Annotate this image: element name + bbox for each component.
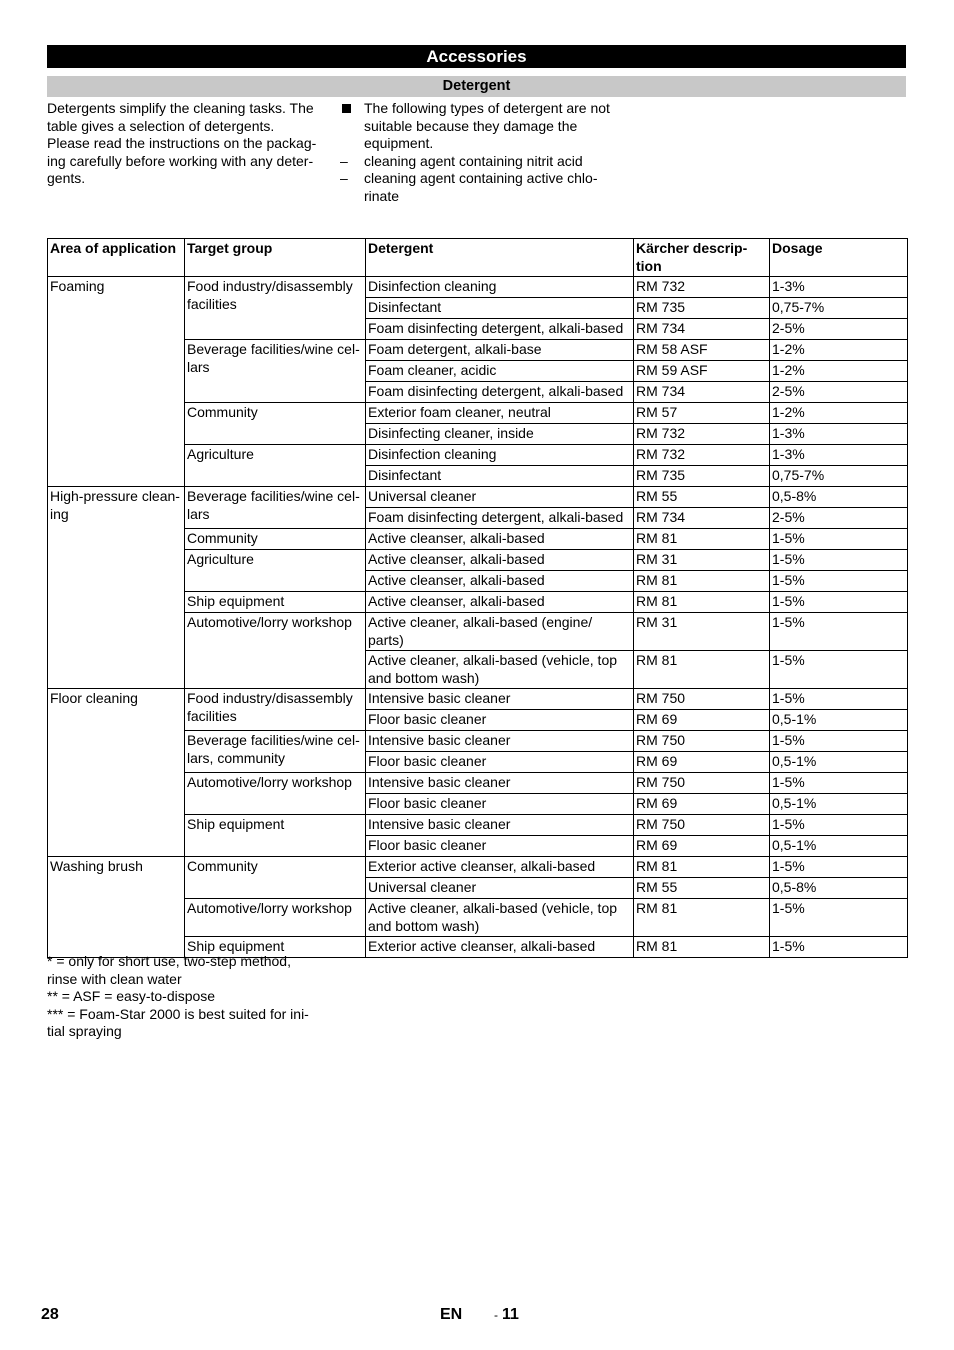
dosage-cell: 2-5%: [770, 382, 908, 403]
dosage-cell: 1-5%: [770, 731, 908, 752]
detergent-table: [47, 238, 908, 958]
dosage-cell: 1-3%: [770, 424, 908, 445]
notice-line: cleaning agent containing nitrit acid: [364, 152, 583, 169]
dosage-cell: 1-5%: [770, 815, 908, 836]
dosage-cell: 1-3%: [770, 445, 908, 466]
subsection-title: Detergent: [47, 76, 906, 97]
detergent-cell: Active cleaner, alkali-based (engine/ parts): [366, 613, 634, 651]
karcher-cell: RM 81: [634, 857, 770, 878]
intro-paragraph: [47, 100, 327, 188]
intro-line: Detergents simplify the cleaning tasks. The: [47, 100, 314, 116]
dosage-cell: 1-2%: [770, 361, 908, 382]
target-group-cell: Ship equipment: [185, 815, 366, 857]
karcher-cell: RM 81: [634, 651, 770, 689]
target-group-cell: Beverage facilities/wine cel- lars, community: [185, 731, 366, 773]
karcher-cell: RM 69: [634, 752, 770, 773]
target-group-cell: Food industry/disassembly facilities: [185, 277, 366, 340]
karcher-cell: RM 58 ASF: [634, 340, 770, 361]
karcher-cell: RM 734: [634, 319, 770, 340]
intro-line: table gives a selection of detergents.: [47, 117, 275, 134]
target-group-cell: Beverage facilities/wine cel- lars: [185, 340, 366, 403]
karcher-cell: RM 69: [634, 794, 770, 815]
notice-line: equipment.: [364, 135, 434, 151]
dosage-cell: 1-5%: [770, 550, 908, 571]
dosage-cell: 0,5-8%: [770, 878, 908, 899]
detergent-cell: Active cleaner, alkali-based (vehicle, top and bottom wash): [366, 651, 634, 689]
karcher-cell: RM 31: [634, 550, 770, 571]
dosage-cell: 1-5%: [770, 689, 908, 710]
square-bullet-icon: [342, 104, 351, 113]
karcher-cell: RM 750: [634, 815, 770, 836]
intro-line: Please read the instructions on the packag-: [47, 135, 317, 151]
karcher-cell: RM 81: [634, 529, 770, 550]
karcher-cell: RM 732: [634, 424, 770, 445]
karcher-cell: RM 59 ASF: [634, 361, 770, 382]
karcher-cell: RM 735: [634, 298, 770, 319]
dosage-cell: 0,75-7%: [770, 466, 908, 487]
dosage-cell: 1-5%: [770, 571, 908, 592]
dash-bullet: –: [340, 170, 348, 186]
target-group-cell: Community: [185, 403, 366, 445]
header-dosage: Dosage: [770, 239, 908, 277]
detergent-cell: Foam disinfecting detergent, alkali-based: [366, 508, 634, 529]
karcher-cell: RM 55: [634, 487, 770, 508]
detergent-cell: Intensive basic cleaner: [366, 731, 634, 752]
header-detergent: Detergent: [366, 239, 634, 277]
detergent-cell: Floor basic cleaner: [366, 752, 634, 773]
notice-line: The following types of detergent are not: [364, 100, 610, 116]
dosage-cell: 1-5%: [770, 613, 908, 651]
dosage-cell: 1-2%: [770, 403, 908, 424]
table-row: [48, 857, 908, 878]
detergent-cell: Exterior active cleanser, alkali-based: [366, 937, 634, 958]
detergent-cell: Floor basic cleaner: [366, 710, 634, 731]
karcher-cell: RM 69: [634, 836, 770, 857]
dosage-cell: 0,5-1%: [770, 794, 908, 815]
footnotes: [47, 953, 347, 1041]
dosage-cell: 1-5%: [770, 592, 908, 613]
notice-bullet: [340, 100, 630, 153]
detergent-cell: Universal cleaner: [366, 487, 634, 508]
notice-dash-item: [340, 170, 630, 205]
karcher-cell: RM 750: [634, 689, 770, 710]
header-area: Area of application: [48, 239, 185, 277]
karcher-cell: RM 732: [634, 445, 770, 466]
detergent-cell: Intensive basic cleaner: [366, 689, 634, 710]
detergent-cell: Active cleanser, alkali-based: [366, 550, 634, 571]
karcher-cell: RM 732: [634, 277, 770, 298]
notice-line: rinate: [364, 187, 400, 204]
table-header-row: [48, 239, 908, 277]
detergent-cell: Floor basic cleaner: [366, 836, 634, 857]
detergent-cell: Intensive basic cleaner: [366, 815, 634, 836]
dosage-cell: 1-5%: [770, 857, 908, 878]
target-group-cell: Food industry/disassembly facilities: [185, 689, 366, 731]
karcher-cell: RM 57: [634, 403, 770, 424]
table-row: [48, 689, 908, 710]
karcher-cell: RM 81: [634, 937, 770, 958]
header-karcher: Kärcher descrip- tion: [634, 239, 770, 277]
karcher-cell: RM 31: [634, 613, 770, 651]
target-group-cell: Agriculture: [185, 550, 366, 592]
detergent-cell: Foam disinfecting detergent, alkali-based: [366, 382, 634, 403]
dosage-cell: 1-3%: [770, 277, 908, 298]
dosage-cell: 2-5%: [770, 319, 908, 340]
intro-line: gents.: [47, 170, 86, 186]
detergent-cell: Disinfectant: [366, 466, 634, 487]
unsuitable-detergent-notice: [340, 100, 630, 205]
notice-dash-item: [340, 153, 630, 171]
target-group-cell: Automotive/lorry workshop: [185, 613, 366, 689]
karcher-cell: RM 734: [634, 382, 770, 403]
detergent-cell: Disinfectant: [366, 298, 634, 319]
notice-line: suitable because they damage the: [364, 117, 578, 134]
dosage-cell: 0,5-1%: [770, 836, 908, 857]
dosage-cell: 1-5%: [770, 529, 908, 550]
karcher-cell: RM 81: [634, 592, 770, 613]
detergent-cell: Active cleanser, alkali-based: [366, 592, 634, 613]
detergent-cell: Exterior active cleanser, alkali-based: [366, 857, 634, 878]
karcher-cell: RM 750: [634, 773, 770, 794]
footnote-line: *** = Foam-Star 2000 is best suited for ini-: [47, 1005, 309, 1022]
dosage-cell: 1-5%: [770, 899, 908, 937]
detergent-cell: Disinfecting cleaner, inside: [366, 424, 634, 445]
detergent-cell: Foam detergent, alkali-base: [366, 340, 634, 361]
section-page: - 11: [494, 1306, 519, 1323]
area-cell: Floor cleaning: [48, 689, 185, 857]
language-code: EN: [440, 1306, 463, 1323]
target-group-cell: Beverage facilities/wine cel- lars: [185, 487, 366, 529]
area-cell: Foaming: [48, 277, 185, 487]
dosage-cell: 0,5-1%: [770, 710, 908, 731]
dosage-cell: 2-5%: [770, 508, 908, 529]
footnote-line: tial spraying: [47, 1023, 122, 1039]
target-group-cell: Community: [185, 529, 366, 550]
detergent-cell: Active cleanser, alkali-based: [366, 529, 634, 550]
dosage-cell: 1-2%: [770, 340, 908, 361]
karcher-cell: RM 55: [634, 878, 770, 899]
dosage-cell: 0,5-8%: [770, 487, 908, 508]
notice-line: cleaning agent containing active chlo-: [364, 170, 598, 186]
detergent-cell: Foam cleaner, acidic: [366, 361, 634, 382]
karcher-cell: RM 734: [634, 508, 770, 529]
dosage-cell: 1-5%: [770, 937, 908, 958]
table-row: [48, 277, 908, 298]
detergent-cell: Disinfection cleaning: [366, 277, 634, 298]
footnote-line: * = only for short use, two-step method,: [47, 953, 291, 969]
target-group-cell: Automotive/lorry workshop: [185, 899, 366, 937]
dash-bullet: –: [340, 152, 348, 169]
karcher-cell: RM 81: [634, 899, 770, 937]
detergent-cell: Universal cleaner: [366, 878, 634, 899]
footnote-line: rinse with clean water: [47, 970, 182, 987]
karcher-cell: RM 81: [634, 571, 770, 592]
page-number: 28: [41, 1306, 59, 1323]
detergent-cell: Disinfection cleaning: [366, 445, 634, 466]
detergent-cell: Intensive basic cleaner: [366, 773, 634, 794]
target-group-cell: Community: [185, 857, 366, 899]
karcher-cell: RM 69: [634, 710, 770, 731]
target-group-cell: Ship equipment: [185, 937, 366, 958]
area-cell: Washing brush: [48, 857, 185, 958]
header-target: Target group: [185, 239, 366, 277]
dosage-cell: 0,5-1%: [770, 752, 908, 773]
section-title: Accessories: [47, 45, 906, 68]
detergent-cell: Active cleanser, alkali-based: [366, 571, 634, 592]
footnote-line: ** = ASF = easy-to-dispose: [47, 988, 216, 1004]
detergent-cell: Exterior foam cleaner, neutral: [366, 403, 634, 424]
detergent-cell: Floor basic cleaner: [366, 794, 634, 815]
table-row: [48, 487, 908, 508]
area-cell: High-pressure clean- ing: [48, 487, 185, 689]
dosage-cell: 1-5%: [770, 773, 908, 794]
target-group-cell: Automotive/lorry workshop: [185, 773, 366, 815]
karcher-cell: RM 750: [634, 731, 770, 752]
detergent-cell: Foam disinfecting detergent, alkali-based: [366, 319, 634, 340]
detergent-cell: Active cleaner, alkali-based (vehicle, top and bottom wash): [366, 899, 634, 937]
intro-line: ing carefully before working with any deter-: [47, 152, 314, 169]
dosage-cell: 1-5%: [770, 651, 908, 689]
target-group-cell: Agriculture: [185, 445, 366, 487]
dosage-cell: 0,75-7%: [770, 298, 908, 319]
karcher-cell: RM 735: [634, 466, 770, 487]
target-group-cell: Ship equipment: [185, 592, 366, 613]
